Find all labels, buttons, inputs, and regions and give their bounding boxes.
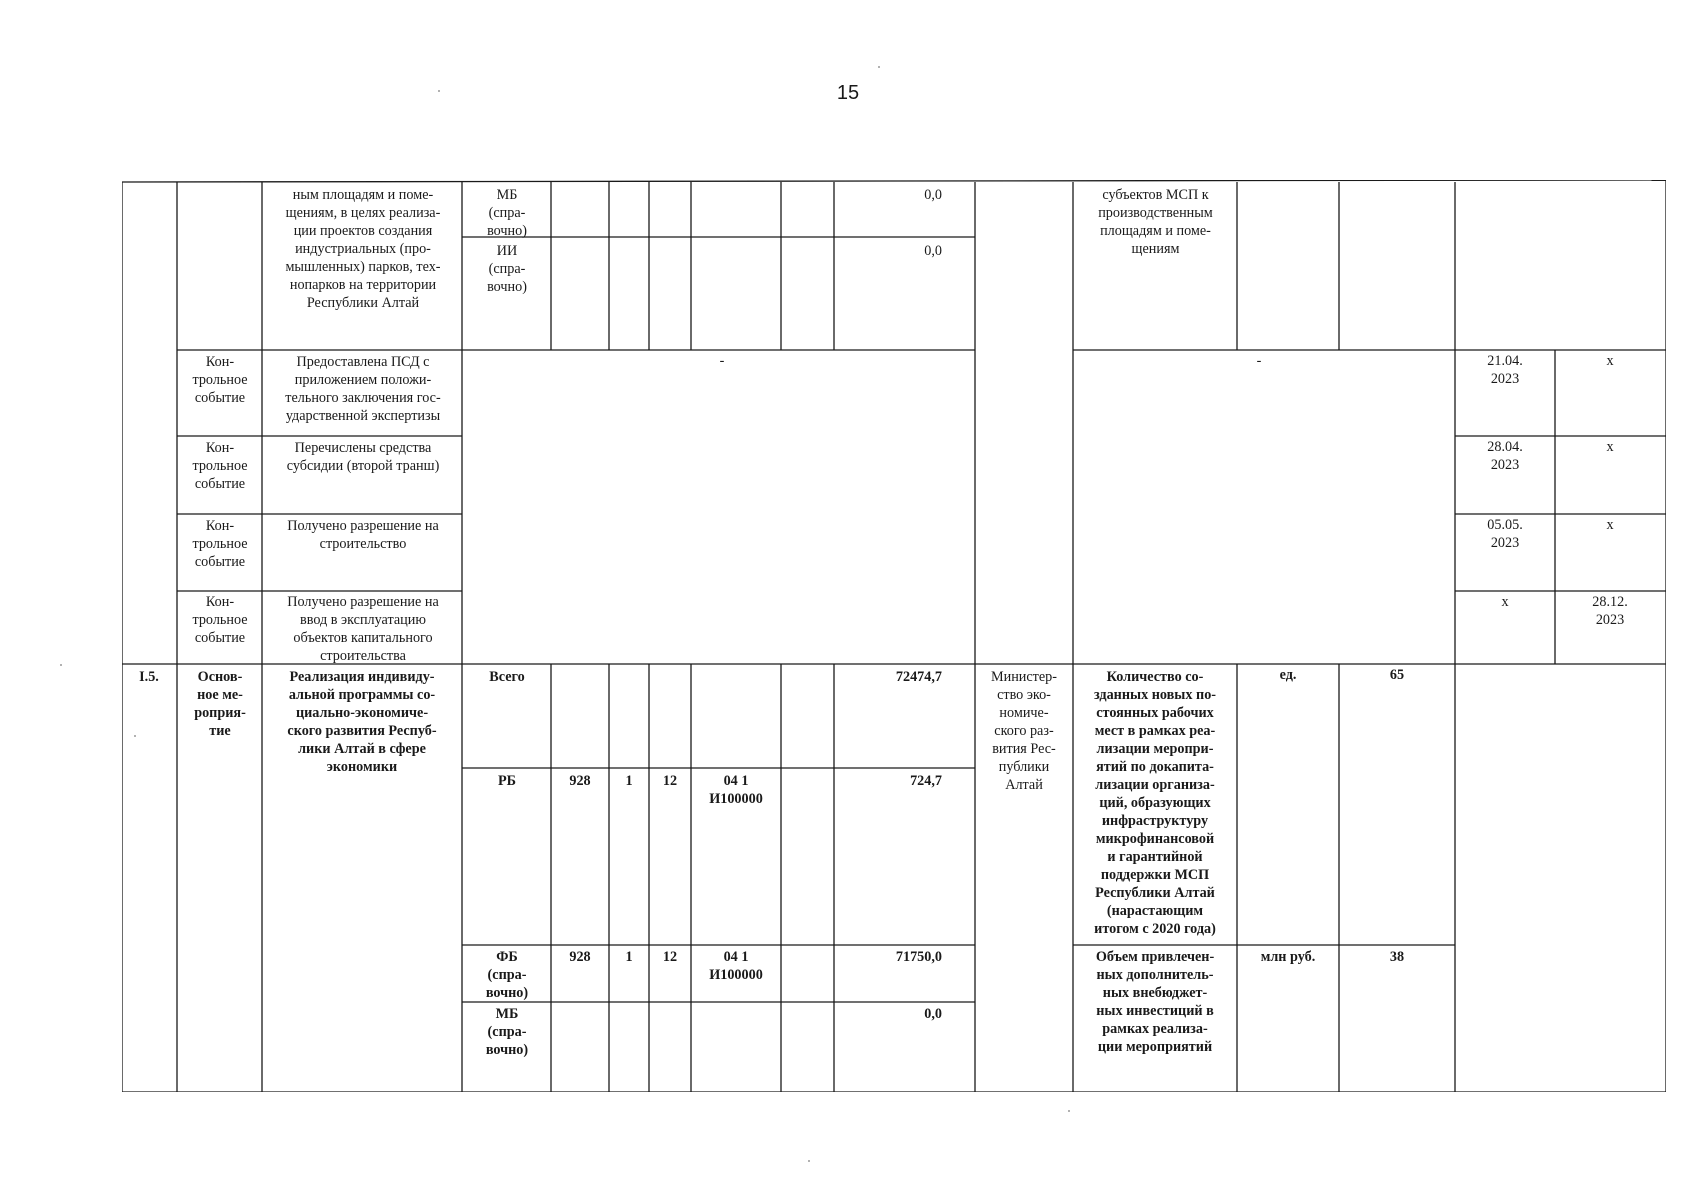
source-amount-rb: 724,7 [910, 773, 942, 789]
indicator-text: Количество со- зданных новых по- стоянных рабочих мест в рамках реа- лизации меропри- ятий по докапита- лизации организа- ций, образующих инфраструктуру микрофинансовой и гарантийной поддержки МСП Республики Алтай (нарастающим итогом с 2020 года) [1093, 669, 1217, 937]
source-amount-mb: 0,0 [924, 1006, 942, 1022]
source-pr: 12 [662, 773, 678, 789]
indicator-value: 38 [1389, 949, 1405, 965]
upper-indicator: субъектов МСП к производственным площадям и поме- щениям [1098, 187, 1213, 257]
grid-top [122, 180, 1666, 182]
source-pr: 12 [662, 949, 678, 965]
page-number: 15 [836, 82, 860, 104]
scan-speck [134, 735, 136, 737]
source-csr: 04 1 И100000 [709, 949, 763, 983]
control-event-start: 05.05. 2023 [1487, 517, 1523, 551]
source-amount-fb: 71750,0 [895, 949, 942, 965]
source-rz: 1 [625, 773, 633, 789]
control-event-text: Получено разрешение на строительство [287, 518, 439, 552]
control-event-start: х [1501, 594, 1509, 610]
control-event-type: Кон- трольное событие [192, 594, 248, 646]
indicator-unit: млн руб. [1260, 949, 1316, 965]
finance-dash: - [719, 353, 725, 369]
control-event-type: Кон- трольное событие [192, 440, 248, 492]
activity-number: I.5. [139, 669, 159, 685]
source-label-fb: ФБ (спра- вочно) [485, 949, 529, 1001]
source-label-rb: РБ [497, 773, 517, 789]
control-event-start: 28.04. 2023 [1487, 439, 1523, 473]
control-event-end: х [1606, 517, 1614, 533]
source-csr: 04 1 И100000 [709, 773, 763, 807]
source-grbs: 928 [569, 773, 591, 789]
control-event-end: 28.12. 2023 [1592, 594, 1628, 628]
source-rz: 1 [625, 949, 633, 965]
scan-speck [1068, 1110, 1070, 1112]
activity-type: Основ- ное ме- роприя- тие [194, 669, 246, 739]
indicator-unit: ед. [1279, 667, 1297, 683]
control-event-start: 21.04. 2023 [1487, 353, 1523, 387]
control-event-text: Получено разрешение на ввод в эксплуатацию объектов капитального строительства [287, 594, 439, 664]
indicator-dash: - [1256, 353, 1262, 369]
control-event-end: х [1606, 353, 1614, 369]
source-label-ii: ИИ (спра- вочно) [487, 243, 527, 295]
source-amount-mb: 0,0 [924, 187, 942, 203]
program-table [122, 180, 1666, 1092]
control-event-type: Кон- трольное событие [192, 518, 248, 570]
scan-speck [438, 90, 440, 92]
source-label-mb: МБ (спра- вочно) [485, 1006, 529, 1058]
indicator-text: Объем привлечен- ных дополнитель- ных внебюджет- ных инвестиций в рамках реализа- ции мероприятий [1095, 949, 1215, 1055]
source-amount-total: 72474,7 [895, 669, 942, 685]
control-event-end: х [1606, 439, 1614, 455]
control-event-text: Предоставлена ПСД с приложением положи- тельного заключения гос- ударственной экспертизы [285, 354, 441, 424]
upper-description: ным площадям и поме- щениям, в целях реализа- ции проектов создания индустриальных (про- мышленных) парков, тех- нопарков на территории Республики Алтай [285, 187, 441, 311]
scan-speck [60, 664, 62, 666]
activity-title: Реализация индивиду- альной программы со- циально-экономиче- ского развития Респуб- лики Алтай в сфере экономики [287, 669, 437, 775]
control-event-type: Кон- трольное событие [192, 354, 248, 406]
source-label-mb: МБ (спра- вочно) [487, 187, 527, 239]
executor: Министер- ство эко- номиче- ского раз- вития Рес- публики Алтай [990, 669, 1057, 793]
source-amount-ii: 0,0 [924, 243, 942, 259]
indicator-value: 65 [1389, 667, 1405, 683]
source-grbs: 928 [569, 949, 591, 965]
scan-speck [878, 66, 880, 68]
source-label-total: Всего [489, 669, 525, 685]
control-event-text: Перечислены средства субсидии (второй транш) [286, 440, 440, 474]
scan-speck [808, 1160, 810, 1162]
